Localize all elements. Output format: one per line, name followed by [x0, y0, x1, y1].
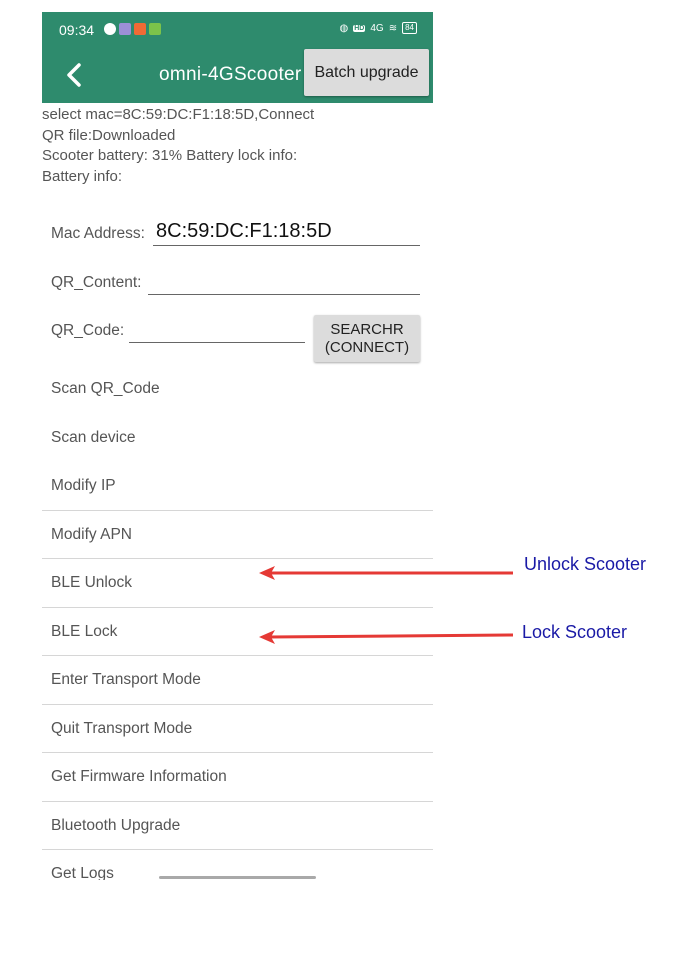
mac-address-input[interactable]: 8C:59:DC:F1:18:5D — [156, 220, 332, 242]
menu-item-label: Enter Transport Mode — [51, 671, 201, 688]
mac-address-label: Mac Address: — [51, 225, 145, 242]
phone-screen — [42, 12, 433, 880]
status-time: 09:34 — [59, 22, 95, 38]
unlock-arrow-icon — [255, 563, 515, 583]
divider — [42, 558, 433, 559]
hd-icon: HD — [354, 24, 365, 32]
menu-item-bluetooth-upgrade[interactable] — [42, 803, 433, 851]
menu-item-scan-device[interactable] — [42, 415, 433, 463]
qr-content-label: QR_Content: — [51, 274, 142, 291]
menu-item-label: Get Logs — [51, 865, 114, 880]
search-button-line2: (CONNECT) — [324, 338, 410, 356]
qr-file-status: QR file:Downloaded — [42, 126, 176, 144]
menu-item-enter-transport-mode[interactable] — [42, 657, 433, 705]
menu-item-label: Get Firmware Information — [51, 768, 227, 785]
divider — [42, 849, 433, 850]
menu-item-label: BLE Lock — [51, 623, 118, 640]
menu-item-quit-transport-mode[interactable] — [42, 706, 433, 754]
qr-code-label: QR_Code: — [51, 322, 125, 339]
qr-content-input[interactable] — [148, 294, 420, 295]
menu-item-label: Quit Transport Mode — [51, 720, 193, 737]
system-icons — [340, 22, 418, 34]
mac-address-underline — [153, 245, 420, 246]
menu-item-modify-apn[interactable] — [42, 512, 433, 560]
lock-scooter-annotation: Lock Scooter — [522, 622, 628, 642]
qr-code-input[interactable] — [129, 342, 305, 343]
message-icon — [149, 23, 161, 35]
menu-item-label: Modify IP — [51, 477, 116, 494]
menu-item-scan-qr-code[interactable] — [42, 366, 433, 414]
notification-icons — [104, 23, 161, 35]
connection-info — [42, 105, 314, 187]
battery-info: Battery info: — [42, 167, 123, 185]
divider — [42, 704, 433, 705]
app-title: omni-4GScooter — [159, 64, 302, 85]
battery-status: Scooter battery: 31% Battery lock info: — [42, 147, 298, 164]
divider — [42, 752, 433, 753]
app-bar — [42, 48, 433, 103]
back-arrow-icon[interactable] — [60, 58, 90, 92]
batch-upgrade-button[interactable]: Batch upgrade — [304, 49, 429, 96]
home-indicator[interactable] — [159, 876, 316, 879]
battery-icon: 84 — [402, 22, 417, 34]
gallery-icon — [119, 23, 131, 35]
menu-item-label: Scan QR_Code — [51, 380, 160, 397]
menu-item-label: Modify APN — [51, 526, 132, 543]
search-connect-button[interactable] — [314, 315, 420, 362]
status-bar — [42, 12, 433, 48]
menu-item-get-firmware-information[interactable] — [42, 754, 433, 802]
wifi-icon: ≋ — [388, 22, 398, 34]
divider — [42, 607, 433, 608]
unlock-scooter-annotation: Unlock Scooter — [524, 554, 647, 574]
menu-item-label: Bluetooth Upgrade — [51, 817, 181, 834]
menu-item-label: BLE Unlock — [51, 574, 132, 591]
search-button-line1: SEARCHR — [330, 320, 404, 338]
menu-item-label: Scan device — [51, 429, 136, 446]
divider — [42, 655, 433, 656]
divider — [42, 510, 433, 511]
menu-item-modify-ip[interactable] — [42, 463, 433, 511]
app-icon — [134, 23, 146, 35]
vibrate-icon: ◍ — [339, 22, 349, 34]
divider — [42, 801, 433, 802]
selected-mac-text: select mac=8C:59:DC:F1:18:5D,Connect — [42, 106, 315, 123]
notification-icon — [104, 23, 116, 35]
signal-icon: 4G — [370, 22, 384, 34]
lock-arrow-icon — [255, 626, 515, 646]
